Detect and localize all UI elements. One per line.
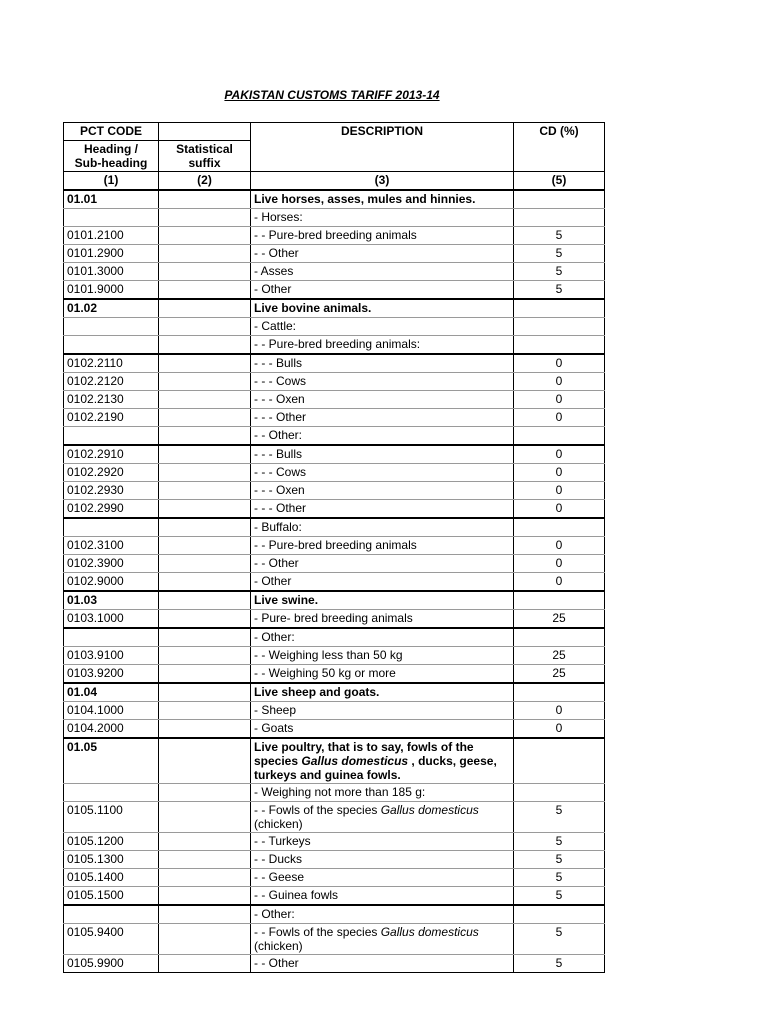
table-row	[64, 209, 605, 227]
pct-code-cell: 0105.1200	[64, 833, 159, 851]
statistical-suffix-cell	[159, 720, 251, 739]
description-cell: - - Fowls of the species Gallus domesticus (chicken)	[251, 802, 514, 833]
statistical-suffix-cell	[159, 665, 251, 684]
cd-rate-cell: 5	[514, 887, 605, 906]
pct-code-cell	[64, 628, 159, 647]
pct-code-cell: 0103.9100	[64, 647, 159, 665]
cd-rate-cell: 25	[514, 665, 605, 684]
statistical-suffix-cell	[159, 482, 251, 500]
table-row	[64, 409, 605, 427]
statistical-suffix-cell	[159, 190, 251, 209]
statistical-suffix-cell	[159, 209, 251, 227]
table-row	[64, 573, 605, 592]
table-row	[64, 887, 605, 906]
statistical-suffix-cell	[159, 738, 251, 784]
description-cell: - Other:	[251, 905, 514, 924]
pct-code-cell	[64, 905, 159, 924]
pct-code-cell: 0105.9400	[64, 924, 159, 955]
statistical-suffix-cell	[159, 373, 251, 391]
pct-code-cell: 0105.1500	[64, 887, 159, 906]
pct-code-cell	[64, 209, 159, 227]
table-row	[64, 245, 605, 263]
pct-code-cell: 0104.1000	[64, 702, 159, 720]
description-cell: - - Other	[251, 555, 514, 573]
pct-code-cell: 01.02	[64, 299, 159, 318]
cd-rate-cell: 5	[514, 955, 605, 973]
pct-code-cell	[64, 336, 159, 355]
description-cell: - Other	[251, 573, 514, 592]
table-row	[64, 227, 605, 245]
description-cell: - - Other	[251, 955, 514, 973]
pct-code-cell: 0103.1000	[64, 610, 159, 629]
pct-code-cell: 01.03	[64, 591, 159, 610]
description-cell: - - - Bulls	[251, 445, 514, 464]
pct-code-cell: 0105.1400	[64, 869, 159, 887]
col-number-3: (3)	[251, 172, 514, 191]
table-row	[64, 924, 605, 955]
pct-code-cell: 0102.2910	[64, 445, 159, 464]
statistical-suffix-cell	[159, 905, 251, 924]
statistical-suffix-cell	[159, 409, 251, 427]
description-cell: - - - Cows	[251, 373, 514, 391]
cd-rate-cell: 0	[514, 464, 605, 482]
header-pct-code: PCT CODE	[64, 123, 159, 141]
description-cell: - Goats	[251, 720, 514, 739]
description-cell: - - Guinea fowls	[251, 887, 514, 906]
table-row	[64, 318, 605, 336]
description-cell: - - Weighing 50 kg or more	[251, 665, 514, 684]
statistical-suffix-cell	[159, 702, 251, 720]
table-row	[64, 802, 605, 833]
pct-code-cell	[64, 427, 159, 446]
description-cell: - - - Bulls	[251, 354, 514, 373]
pct-code-cell: 0101.2900	[64, 245, 159, 263]
col-number-5: (5)	[514, 172, 605, 191]
cd-rate-cell	[514, 209, 605, 227]
table-row	[64, 555, 605, 573]
cd-rate-cell: 5	[514, 281, 605, 300]
pct-code-cell: 0102.3100	[64, 537, 159, 555]
header-heading: Heading / Sub-heading	[64, 141, 159, 172]
description-cell: - Other	[251, 281, 514, 300]
pct-code-cell: 0102.2930	[64, 482, 159, 500]
header-row	[64, 123, 605, 141]
table-row	[64, 336, 605, 355]
statistical-suffix-cell	[159, 833, 251, 851]
cd-rate-cell	[514, 427, 605, 446]
pct-code-cell: 0102.2120	[64, 373, 159, 391]
tariff-table	[63, 122, 605, 973]
description-cell: - Buffalo:	[251, 518, 514, 537]
header-row	[64, 141, 605, 172]
pct-code-cell: 0105.1300	[64, 851, 159, 869]
table-row	[64, 702, 605, 720]
col-number-1: (1)	[64, 172, 159, 191]
cd-rate-cell	[514, 591, 605, 610]
pct-code-cell: 0102.2920	[64, 464, 159, 482]
cd-rate-cell: 0	[514, 482, 605, 500]
cd-rate-cell: 0	[514, 409, 605, 427]
pct-code-cell: 0101.2100	[64, 227, 159, 245]
pct-code-cell: 0102.2110	[64, 354, 159, 373]
statistical-suffix-cell	[159, 537, 251, 555]
pct-code-cell	[64, 518, 159, 537]
header-description: DESCRIPTION	[251, 123, 514, 141]
statistical-suffix-cell	[159, 887, 251, 906]
cd-rate-cell: 0	[514, 500, 605, 519]
cd-rate-cell: 5	[514, 869, 605, 887]
statistical-suffix-cell	[159, 354, 251, 373]
pct-code-cell: 0102.9000	[64, 573, 159, 592]
table-row	[64, 445, 605, 464]
pct-code-cell: 0102.3900	[64, 555, 159, 573]
description-cell: - - Pure-bred breeding animals	[251, 227, 514, 245]
statistical-suffix-cell	[159, 924, 251, 955]
cd-rate-cell	[514, 905, 605, 924]
description-cell: - - Geese	[251, 869, 514, 887]
cd-rate-cell: 25	[514, 647, 605, 665]
statistical-suffix-cell	[159, 299, 251, 318]
statistical-suffix-cell	[159, 263, 251, 281]
pct-code-cell: 0102.2190	[64, 409, 159, 427]
pct-code-cell: 0105.1100	[64, 802, 159, 833]
statistical-suffix-cell	[159, 610, 251, 629]
pct-code-cell: 01.01	[64, 190, 159, 209]
table-row	[64, 373, 605, 391]
description-cell: - - Ducks	[251, 851, 514, 869]
statistical-suffix-cell	[159, 555, 251, 573]
description-cell: - Other:	[251, 628, 514, 647]
table-row	[64, 665, 605, 684]
statistical-suffix-cell	[159, 445, 251, 464]
table-row	[64, 720, 605, 739]
statistical-suffix-cell	[159, 318, 251, 336]
cd-rate-cell	[514, 628, 605, 647]
statistical-suffix-cell	[159, 784, 251, 802]
cd-rate-cell: 0	[514, 373, 605, 391]
table-row	[64, 190, 605, 209]
column-number-row	[64, 172, 605, 191]
statistical-suffix-cell	[159, 391, 251, 409]
cd-rate-cell: 5	[514, 263, 605, 281]
statistical-suffix-cell	[159, 281, 251, 300]
col-number-2: (2)	[159, 172, 251, 191]
pct-code-cell: 0101.9000	[64, 281, 159, 300]
cd-rate-cell: 0	[514, 702, 605, 720]
statistical-suffix-cell	[159, 647, 251, 665]
table-row	[64, 784, 605, 802]
description-cell: - - - Oxen	[251, 482, 514, 500]
description-cell: - - Turkeys	[251, 833, 514, 851]
statistical-suffix-cell	[159, 591, 251, 610]
statistical-suffix-cell	[159, 955, 251, 973]
cd-rate-cell: 5	[514, 245, 605, 263]
description-cell: Live swine.	[251, 591, 514, 610]
pct-code-cell	[64, 784, 159, 802]
cd-rate-cell	[514, 190, 605, 209]
table-row	[64, 738, 605, 784]
description-cell: - - Weighing less than 50 kg	[251, 647, 514, 665]
pct-code-cell: 0101.3000	[64, 263, 159, 281]
header-cd: CD (%)	[514, 123, 605, 141]
cd-rate-cell: 0	[514, 720, 605, 739]
table-row	[64, 833, 605, 851]
description-cell: Live horses, asses, mules and hinnies.	[251, 190, 514, 209]
table-row	[64, 955, 605, 973]
table-row	[64, 591, 605, 610]
pct-code-cell: 01.05	[64, 738, 159, 784]
pct-code-cell: 01.04	[64, 683, 159, 702]
statistical-suffix-cell	[159, 573, 251, 592]
statistical-suffix-cell	[159, 518, 251, 537]
description-cell: - - Other	[251, 245, 514, 263]
cd-rate-cell: 5	[514, 227, 605, 245]
table-row	[64, 905, 605, 924]
description-cell: - - Pure-bred breeding animals	[251, 537, 514, 555]
cd-rate-cell: 0	[514, 354, 605, 373]
description-cell: - - - Other	[251, 409, 514, 427]
cd-rate-cell: 5	[514, 851, 605, 869]
table-row	[64, 647, 605, 665]
cd-rate-cell	[514, 784, 605, 802]
pct-code-cell: 0105.9900	[64, 955, 159, 973]
table-row	[64, 683, 605, 702]
description-cell: - Cattle:	[251, 318, 514, 336]
pct-code-cell	[64, 318, 159, 336]
table-row	[64, 851, 605, 869]
cd-rate-cell	[514, 738, 605, 784]
table-row	[64, 464, 605, 482]
pct-code-cell: 0102.2130	[64, 391, 159, 409]
cd-rate-cell: 0	[514, 555, 605, 573]
table-row	[64, 500, 605, 519]
pct-code-cell: 0103.9200	[64, 665, 159, 684]
statistical-suffix-cell	[159, 851, 251, 869]
statistical-suffix-cell	[159, 245, 251, 263]
description-cell: - - Other:	[251, 427, 514, 446]
cd-rate-cell: 0	[514, 445, 605, 464]
pct-code-cell: 0104.2000	[64, 720, 159, 739]
description-cell: - Weighing not more than 185 g:	[251, 784, 514, 802]
cd-rate-cell: 5	[514, 802, 605, 833]
cd-rate-cell	[514, 336, 605, 355]
page-title: PAKISTAN CUSTOMS TARIFF 2013-14	[224, 88, 440, 102]
description-cell: - Horses:	[251, 209, 514, 227]
cd-rate-cell: 0	[514, 391, 605, 409]
description-cell: - - Pure-bred breeding animals:	[251, 336, 514, 355]
description-cell: - - Fowls of the species Gallus domesticus (chicken)	[251, 924, 514, 955]
statistical-suffix-cell	[159, 464, 251, 482]
statistical-suffix-cell	[159, 336, 251, 355]
table-row	[64, 281, 605, 300]
cd-rate-cell: 0	[514, 573, 605, 592]
description-cell: Live poultry, that is to say, fowls of the species Gallus domesticus , ducks, geese, turkeys and guinea fowls.	[251, 738, 514, 784]
description-cell: - Asses	[251, 263, 514, 281]
statistical-suffix-cell	[159, 869, 251, 887]
table-row	[64, 610, 605, 629]
table-row	[64, 427, 605, 446]
table-row	[64, 482, 605, 500]
table-row	[64, 354, 605, 373]
cd-rate-cell: 5	[514, 924, 605, 955]
description-cell: Live bovine animals.	[251, 299, 514, 318]
cd-rate-cell	[514, 318, 605, 336]
cd-rate-cell: 0	[514, 537, 605, 555]
table-row	[64, 518, 605, 537]
description-cell: - - - Other	[251, 500, 514, 519]
header-statistical-suffix: Statistical suffix	[159, 141, 251, 172]
statistical-suffix-cell	[159, 683, 251, 702]
statistical-suffix-cell	[159, 802, 251, 833]
cd-rate-cell: 5	[514, 833, 605, 851]
description-cell: - - - Cows	[251, 464, 514, 482]
cd-rate-cell	[514, 683, 605, 702]
statistical-suffix-cell	[159, 227, 251, 245]
description-cell: - Sheep	[251, 702, 514, 720]
statistical-suffix-cell	[159, 427, 251, 446]
statistical-suffix-cell	[159, 628, 251, 647]
cd-rate-cell: 25	[514, 610, 605, 629]
table-row	[64, 391, 605, 409]
description-cell: Live sheep and goats.	[251, 683, 514, 702]
table-row	[64, 263, 605, 281]
description-cell: - - - Oxen	[251, 391, 514, 409]
statistical-suffix-cell	[159, 500, 251, 519]
table-row	[64, 537, 605, 555]
description-cell: - Pure- bred breeding animals	[251, 610, 514, 629]
table-row	[64, 869, 605, 887]
table-row	[64, 628, 605, 647]
cd-rate-cell	[514, 518, 605, 537]
pct-code-cell: 0102.2990	[64, 500, 159, 519]
cd-rate-cell	[514, 299, 605, 318]
table-row	[64, 299, 605, 318]
